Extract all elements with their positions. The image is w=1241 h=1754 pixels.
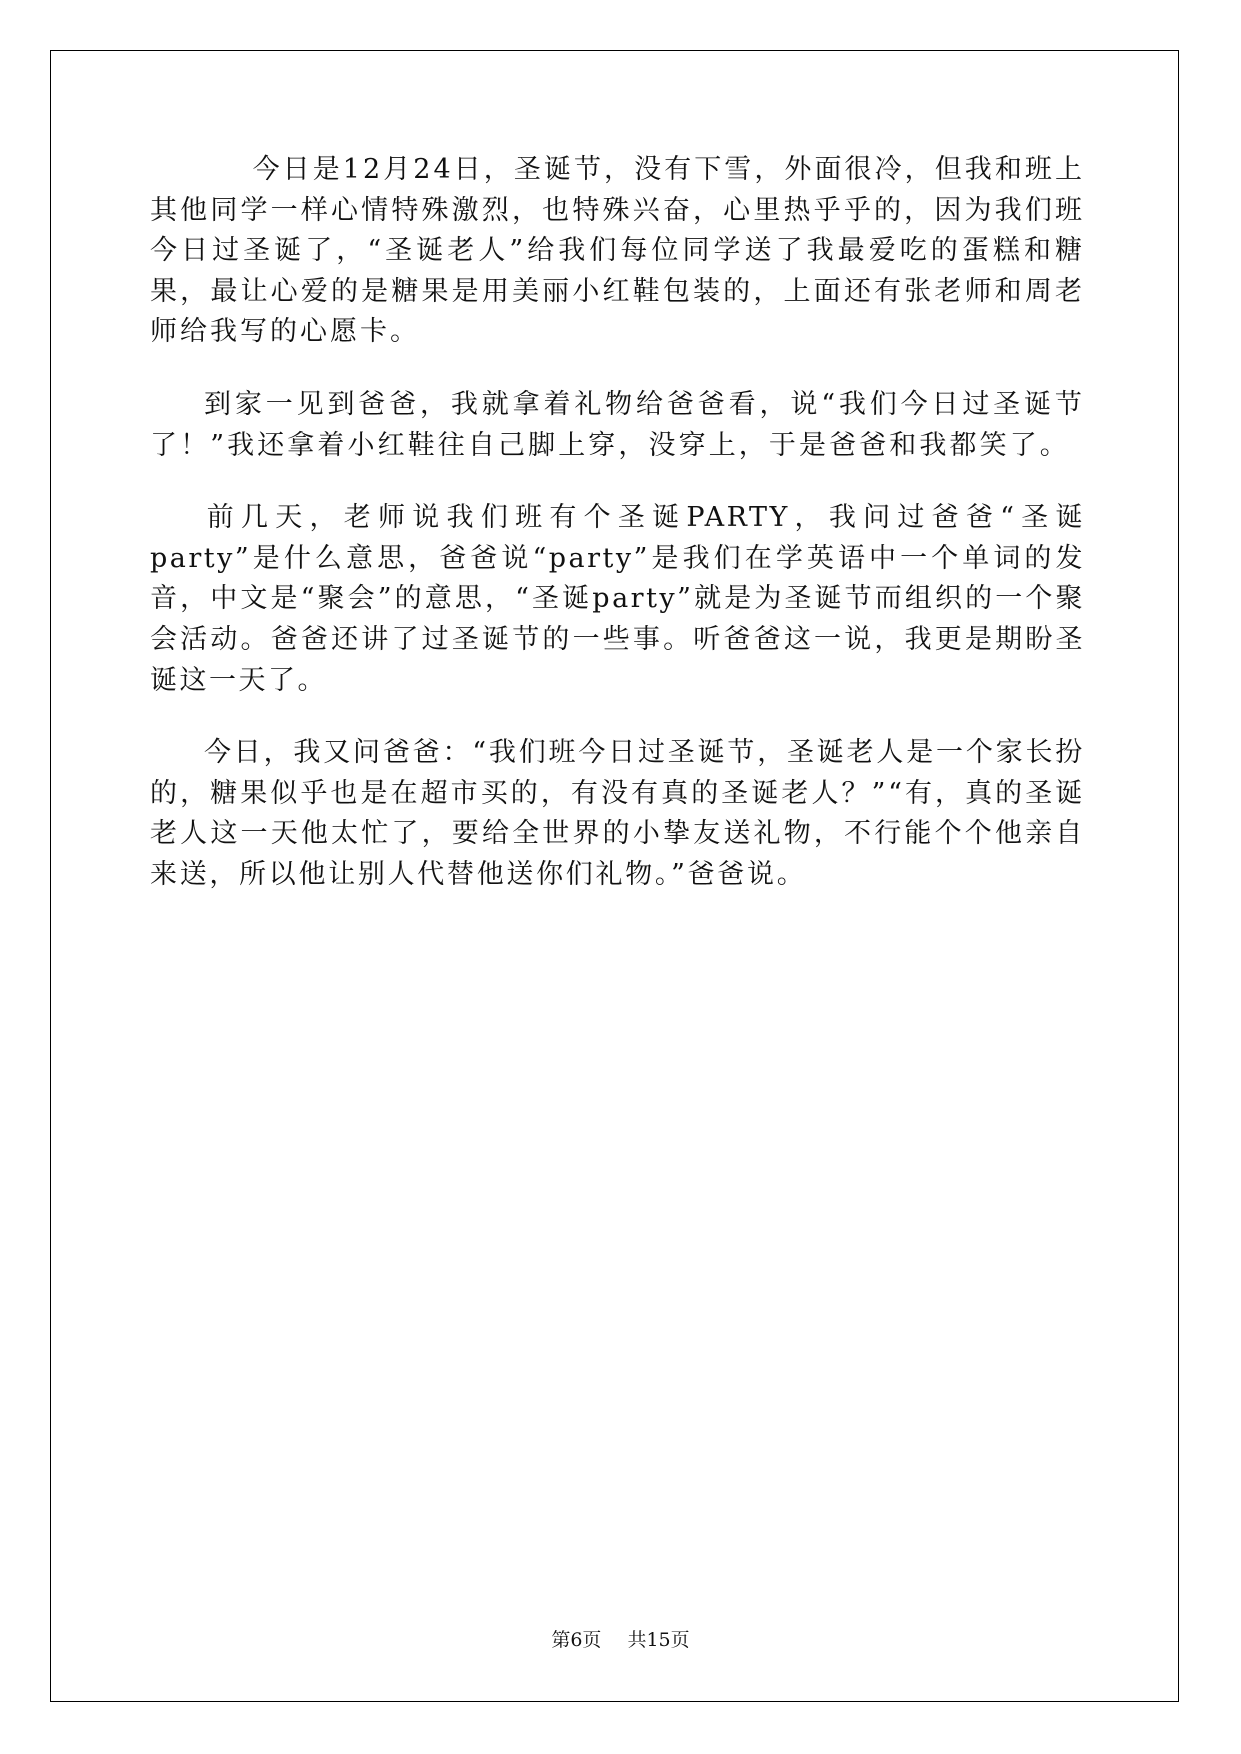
paragraph-3: 前几天，老师说我们班有个圣诞PARTY，我问过爸爸“圣诞party”是什么意思，爸爸说“party”是我们在学英语中一个单词的发音，中文是“聚会”的意思，“圣诞party”就是为圣诞节而组织的一个聚会活动。爸爸还讲了过圣诞节的一些事。听爸爸这一说，我更是期盼圣诞这一天了。 <box>150 502 1085 696</box>
paragraph-4: 今日，我又问爸爸：“我们班今日过圣诞节，圣诞老人是一个家长扮的，糖果似乎也是在超市买的，有没有真的圣诞老人？”“有，真的圣诞老人这一天他太忙了，要给全世界的小挚友送礼物，不行能个个他亲自来送，所以他让别人代替他送你们礼物。”爸爸说。 <box>150 737 1085 890</box>
page-footer: 第6页 共15页 <box>551 1629 690 1651</box>
paragraph-1: 今日是12月24日，圣诞节，没有下雪，外面很冷，但我和班上其他同学一样心情特殊激烈，也特殊兴奋，心里热乎乎的，因为我们班今日过圣诞了，“圣诞老人”给我们每位同学送了我最爱吃的蛋糕和糖果，最让心爱的是糖果是用美丽小红鞋包装的，上面还有张老师和周老师给我写的心愿卡。 <box>150 154 1085 348</box>
paragraph-2: 到家一见到爸爸，我就拿着礼物给爸爸看，说“我们今日过圣诞节了！”我还拿着小红鞋往自己脚上穿，没穿上，于是爸爸和我都笑了。 <box>150 388 1085 461</box>
document-body <box>150 150 1085 896</box>
